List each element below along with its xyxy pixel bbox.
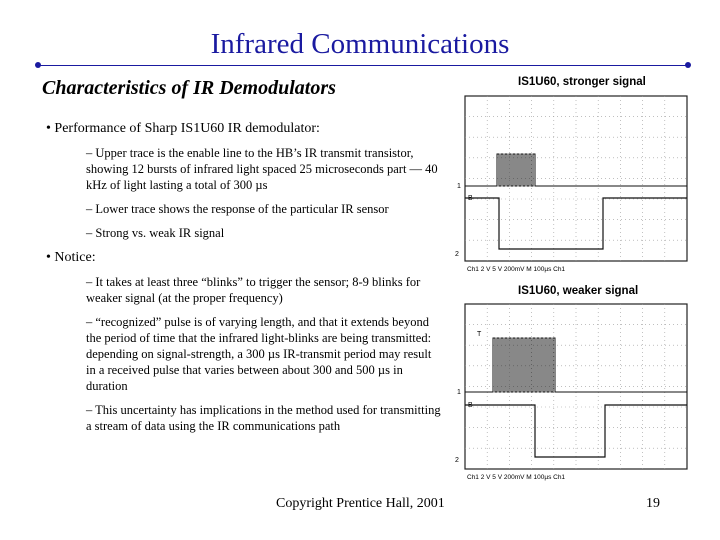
svg-text:T: T [477, 331, 482, 338]
sub-bullet-three-blinks: – It takes at least three “blinks” to trigger the sensor; 8-9 blinks for weaker signal (at the proper frequency) [86, 275, 421, 305]
bullet-performance: • Performance of Sharp IS1U60 IR demodulator: [46, 121, 320, 136]
copyright-footer: Copyright Prentice Hall, 2001 [276, 496, 445, 511]
slide-title: Infrared Communications [210, 28, 510, 60]
text-column [46, 120, 441, 442]
top-scope-screen [455, 94, 692, 274]
svg-text:1: 1 [457, 389, 461, 396]
sub-bullet-recognized-pulse: – “recognized” pulse is of varying length, and that it extends beyond the period of time that the infrared light-blinks are being transmitted: depending on signal-strength, a 300 µs IR-transmit period may result in a received pulse that varies between about 300 and 500 µs in duration [86, 315, 432, 393]
bottom-scope-readout: Ch1 2 V 5 V 200mV M 100µs Ch1 [467, 474, 566, 481]
top-scope-readout: Ch1 2 V 5 V 200mV M 100µs Ch1 [467, 266, 566, 273]
title-rule [38, 65, 688, 66]
subtitle: Characteristics of IR Demodulators [42, 77, 336, 99]
sub-bullet-upper-trace: – Upper trace is the enable line to the HB’s IR transmit transistor, showing 12 bursts of infrared light spaced 25 microseconds part — 40 kHz of light lasting a total of 300 µs [86, 146, 438, 192]
svg-text:B: B [468, 402, 473, 409]
sub-bullet-lower-trace: – Lower trace shows the response of the particular IR sensor [86, 202, 389, 216]
title-rule-right-dot [685, 62, 691, 68]
page-number: 19 [646, 496, 660, 511]
sub-bullet-uncertainty: – This uncertainty has implications in the method used for transmitting a stream of data using the IR communications path [86, 403, 441, 433]
svg-text:B: B [468, 195, 473, 202]
bottom-scope-label: IS1U60, weaker signal [518, 285, 639, 297]
svg-text:1: 1 [457, 183, 461, 190]
bullet-notice: • Notice: [46, 250, 96, 265]
bottom-scope-screen [455, 302, 692, 482]
top-scope-label: IS1U60, stronger signal [518, 76, 646, 88]
sub-bullet-strong-weak: – Strong vs. weak IR signal [86, 226, 225, 240]
svg-text:2: 2 [455, 457, 459, 464]
svg-text:2: 2 [455, 251, 459, 258]
title-rule-left-dot [35, 62, 41, 68]
